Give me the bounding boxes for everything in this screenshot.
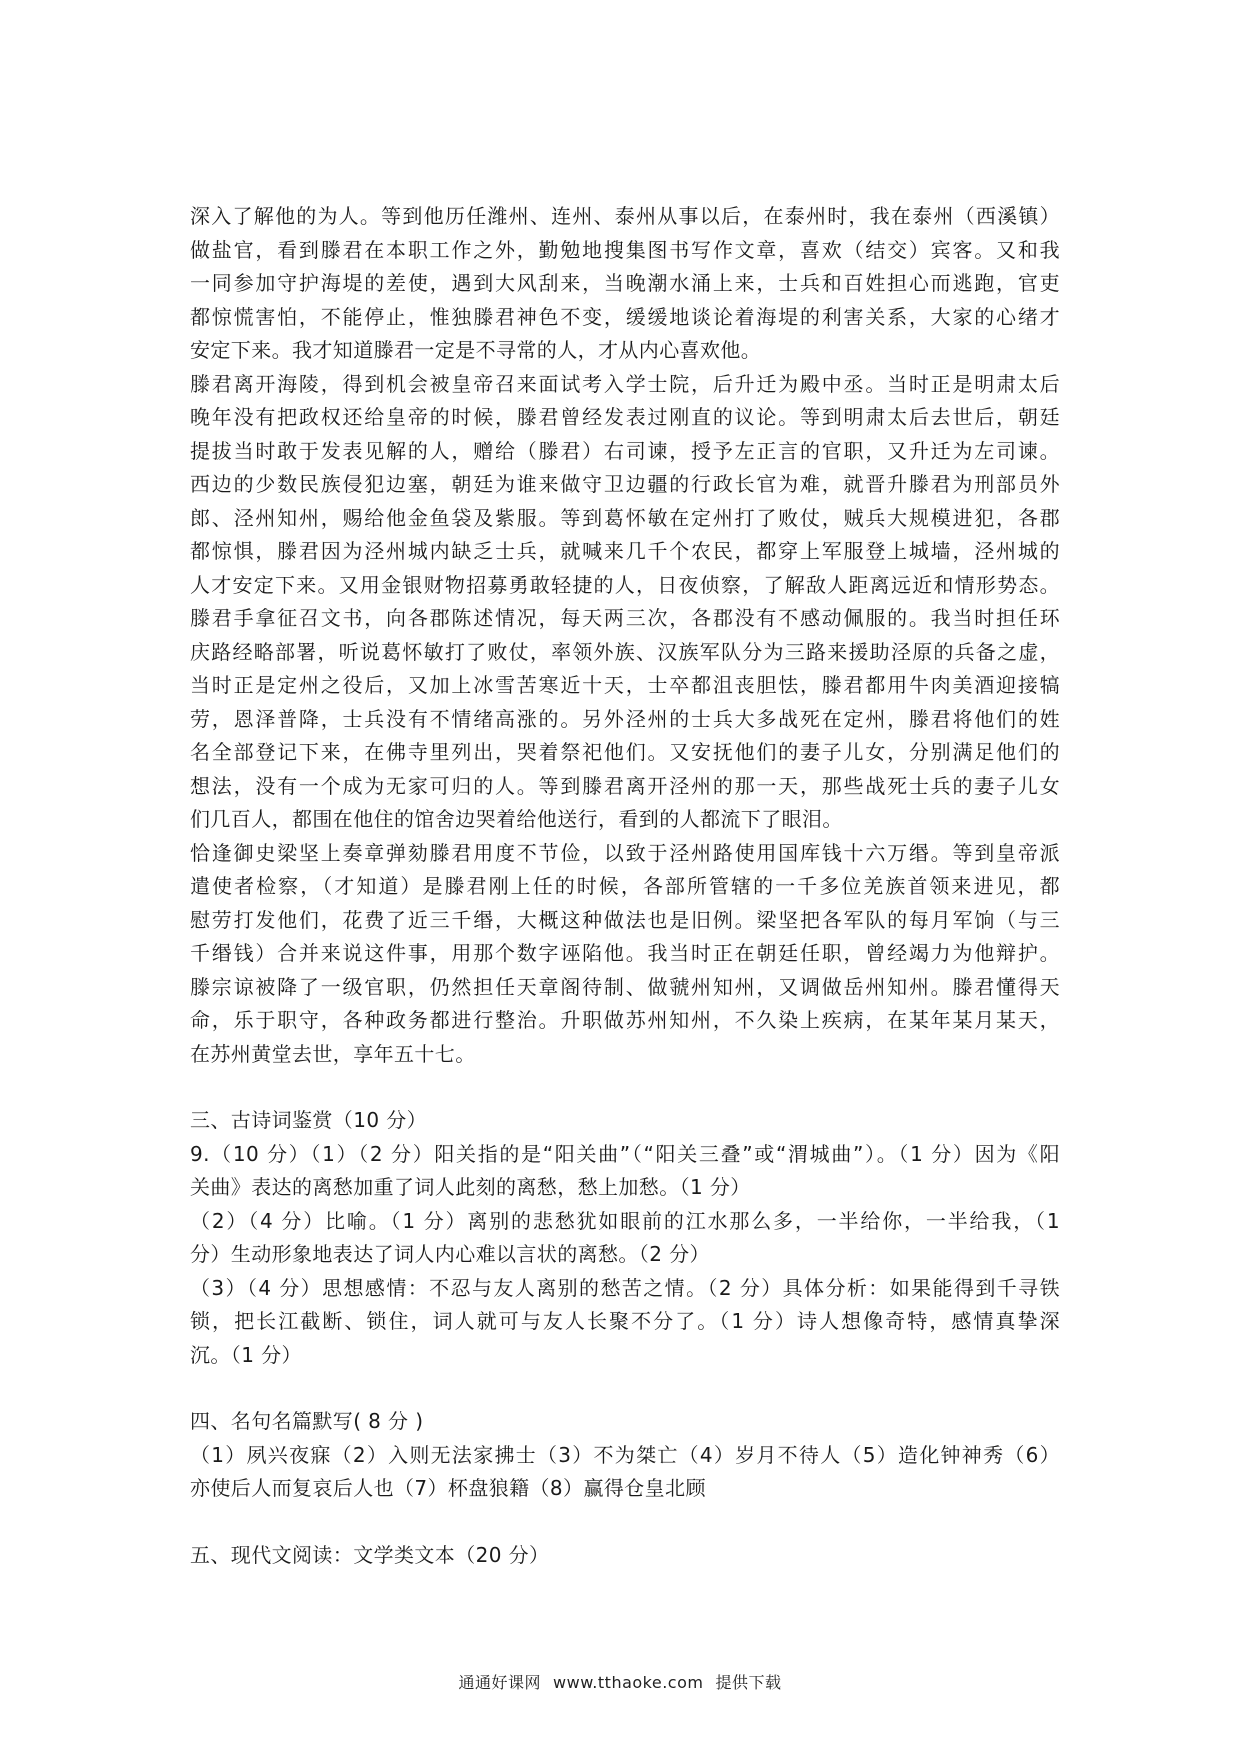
answer-line: 分）生动形象地表达了词人内心难以言状的离愁。（2 分） xyxy=(190,1242,710,1266)
text-line: 深入了解他的为人。等到他历任潍州、连州、泰州从事以后，在泰州时，我在泰州（西溪镇） xyxy=(190,204,1060,228)
text-line: 当时正是定州之役后，又加上冰雪苦寒近十天，士卒都沮丧胆怯，滕君都用牛肉美酒迎接犒 xyxy=(190,673,1060,697)
text-line: 命，乐于职守，各种政务都进行整治。升职做苏州知州，不久染上疾病，在某年某月某天， xyxy=(190,1008,1060,1032)
section-poetry-appreciation xyxy=(190,1104,1060,1372)
section-spacer xyxy=(190,1506,1060,1539)
answer-line: 锁，把长江截断、锁住，词人就可与友人长聚不分了。（1 分）诗人想像奇特，感情真挚深 xyxy=(190,1309,1060,1333)
text-line: 都惊惧，滕君因为泾州城内缺乏士兵，就喊来几千个农民，都穿上军服登上城墙，泾州城的 xyxy=(190,539,1060,563)
text-line: 劳，恩泽普降，士兵没有不情绪高涨的。另外泾州的士兵大多战死在定州，滕君将他们的姓 xyxy=(190,706,1060,731)
footer-url[interactable]: www.tthaoke.com xyxy=(553,1673,704,1692)
text-line: 晚年没有把政权还给皇帝的时候，滕君曾经发表过刚直的议论。等到明肃太后去世后，朝廷 xyxy=(190,405,1060,429)
answer-line: 9.（10 分）（1）（2 分）阳关指的是“阳关曲”（“阳关三叠”或“渭城曲”）。（1 分）因为《阳 xyxy=(190,1141,1060,1166)
section-heading: 三、古诗词鉴赏（10 分） xyxy=(190,1108,428,1132)
text-line: 滕君离开海陵，得到机会被皇帝召来面试考入学士院，后升迁为殿中丞。当时正是明肃太后 xyxy=(190,371,1060,396)
text-line: 想法，没有一个成为无家可归的人。等到滕君离开泾州的那一天，那些战死士兵的妻子儿女 xyxy=(190,773,1060,798)
section-spacer xyxy=(190,1071,1060,1104)
text-line: 做盐官，看到滕君在本职工作之外，勤勉地搜集图书写作文章，喜欢（结交）宾客。又和我 xyxy=(190,237,1060,262)
section-famous-lines-dictation xyxy=(190,1405,1060,1506)
text-line: 名全部登记下来，在佛寺里列出，哭着祭祀他们。又安抚他们的妻子儿女，分别满足他们的 xyxy=(190,740,1060,764)
section-spacer xyxy=(190,1372,1060,1405)
text-line: 恰逢御史梁坚上奏章弹劾滕君用度不节俭，以致于泾州路使用国库钱十六万缗。等到皇帝派 xyxy=(190,840,1060,865)
text-line: 郎、泾州知州，赐给他金鱼袋及紫服。等到葛怀敏在定州打了败仗，贼兵大规模进犯，各郡 xyxy=(190,505,1060,530)
text-line: 千缗钱）合并来说这件事，用那个数字诬陷他。我当时正在朝廷任职，曾经竭力为他辩护。 xyxy=(190,941,1060,965)
answer-line: 亦使后人而复哀后人也（7）杯盘狼籍（8）赢得仓皇北顾 xyxy=(190,1476,706,1500)
document-body xyxy=(190,200,1060,1572)
text-line: 遣使者检察，（才知道）是滕君刚上任的时候，各部所管辖的一千多位羌族首领来进见，都 xyxy=(190,874,1060,898)
text-line: 都惊慌害怕，不能停止，惟独滕君神色不变，缓缓地谈论着海堤的利害关系，大家的心绪才 xyxy=(190,304,1060,329)
section-modern-reading xyxy=(190,1539,1060,1573)
paragraph-teng-hailing xyxy=(190,200,1060,368)
text-line: 滕君手拿征召文书，向各郡陈述情况，每天两三次，各郡没有不感动佩服的。我当时担任环 xyxy=(190,606,1060,630)
paragraph-teng-impeachment xyxy=(190,837,1060,1072)
section-heading: 五、现代文阅读：文学类文本（20 分） xyxy=(190,1542,550,1567)
footer-site-name: 通通好课网 xyxy=(458,1673,542,1692)
text-line: 在苏州黄堂去世，享年五十七。 xyxy=(190,1041,476,1066)
text-line: 安定下来。我才知道滕君一定是不寻常的人，才从内心喜欢他。 xyxy=(190,338,762,362)
text-line: 们几百人，都围在他住的馆舍边哭着给他送行，看到的人都流下了眼泪。 xyxy=(190,807,843,831)
section-heading: 四、名句名篇默写( 8 分 ) xyxy=(190,1409,424,1433)
answer-line: （2）（4 分）比喻。（1 分）离别的悲愁犹如眼前的江水那么多，一半给你，一半给我，（1 xyxy=(190,1208,1060,1233)
text-line: 慰劳打发他们，花费了近三千缗，大概这种做法也是旧例。梁坚把各军队的每月军饷（与三 xyxy=(190,907,1060,932)
footer-note: 提供下载 xyxy=(715,1673,782,1692)
text-line: 西边的少数民族侵犯边塞，朝廷为谁来做守卫边疆的行政长官为难，就晋升滕君为刑部员外 xyxy=(190,472,1060,496)
text-line: 滕宗谅被降了一级官职，仍然担任天章阁待制、做虢州知州，又调做岳州知州。滕君懂得天 xyxy=(190,974,1060,999)
answer-line: 沉。（1 分） xyxy=(190,1342,302,1367)
text-line: 一同参加守护海堤的差使，遇到大风刮来，当晚潮水涌上来，士兵和百姓担心而逃跑，官吏 xyxy=(190,271,1060,295)
answer-line: （1）夙兴夜寐（2）入则无法家拂士（3）不为桀亡（4）岁月不待人（5）造化钟神秀（6） xyxy=(190,1442,1060,1467)
text-line: 提拔当时敢于发表见解的人，赠给（滕君）右司谏，授予左正言的官职，又升迁为左司谏。 xyxy=(190,438,1060,463)
text-line: 人才安定下来。又用金银财物招募勇敢轻捷的人，日夜侦察，了解敌人距离远近和情形势态。 xyxy=(190,572,1060,597)
text-line: 庆路经略部署，听说葛怀敏打了败仗，率领外族、汉族军队分为三路来援助泾原的兵备之虚， xyxy=(190,639,1060,664)
page-footer xyxy=(0,1670,1240,1693)
paragraph-teng-jingzhou xyxy=(190,368,1060,837)
answer-line: 关曲》表达的离愁加重了词人此刻的离愁，愁上加愁。（1 分） xyxy=(190,1175,751,1199)
answer-line: （3）（4 分）思想感情：不忍与友人离别的愁苦之情。（2 分）具体分析：如果能得到千寻铁 xyxy=(190,1275,1060,1300)
